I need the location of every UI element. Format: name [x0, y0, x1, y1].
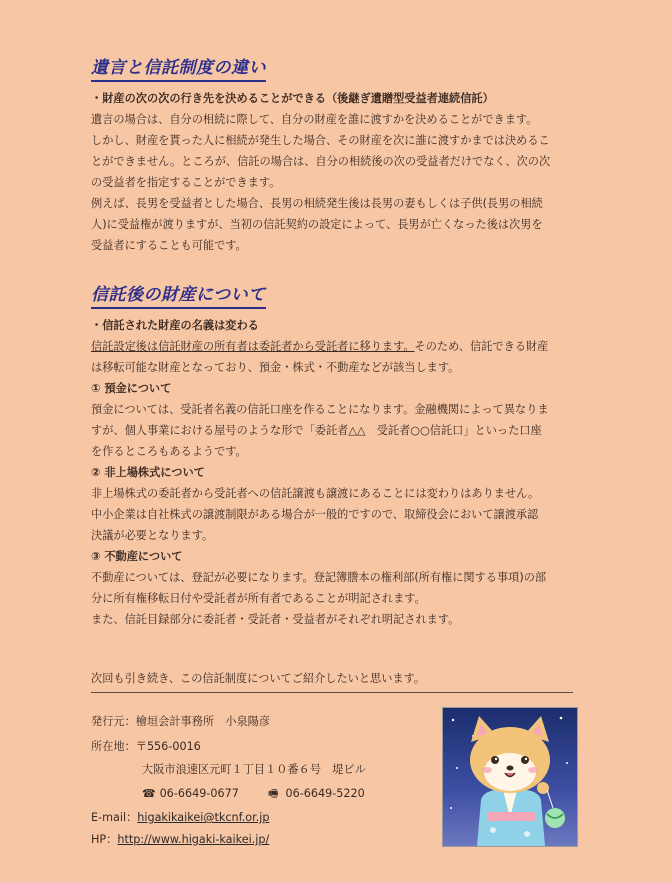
section1-line: の受益者を指定することができます。 [91, 176, 281, 189]
divider [91, 692, 573, 693]
item-title-deposits: ① 預金について [91, 382, 172, 395]
email-link[interactable]: higakikaikei@tkcnf.or.jp [137, 811, 270, 824]
section1-line: 人)に受益権が渡りますが、当初の信託契約の設定によって、長男が亡くなった後は次男を [91, 218, 543, 231]
item-line: 非上場株式の委託者から受託者への信託譲渡も譲渡にあることには変わりはありません。 [91, 487, 540, 500]
address-line: 大阪市浪速区元町１丁目１０番６号 堤ビル [142, 763, 366, 776]
section1-line: とができません。ところが、信託の場合は、自分の相続後の次の受益者だけでなく、次の次 [91, 155, 551, 168]
section2-line [91, 336, 591, 357]
tel-number: 06-6649-0677 [159, 787, 239, 800]
item-line: 預金については、受託者名義の信託口座を作ることになります。金融機関によって異なりま [91, 403, 549, 416]
fax-number: 06-6649-5220 [285, 787, 365, 800]
section1-line: しかし、財産を貰った人に相続が発生した場合、その財産を次に誰に渡すかまでは決めるこ [91, 134, 550, 147]
section1-bullet: ・財産の次の次の行き先を決めることができる（後継ぎ遺贈型受益者連続信託） [91, 92, 494, 105]
item-line: 決議が必要となります。 [91, 529, 214, 542]
item-line: を作るところもあるようです。 [91, 445, 247, 458]
section-heading-post-trust-assets: 信託後の財産について [91, 284, 266, 309]
section2-bullet: ・信託された財産の名義は変わる [91, 319, 259, 332]
address-label: 所在地：〒556-0016 [91, 740, 201, 753]
hp-link[interactable]: http://www.higaki-kaikei.jp/ [117, 833, 270, 846]
section2-line: は移転可能な財産となっており、預金・株式・不動産などが該当します。 [91, 361, 460, 374]
section-heading-will-vs-trust: 遺言と信託制度の違い [91, 57, 266, 82]
phone-icon: ☎ [142, 787, 156, 800]
item-line: すが、個人事業における屋号のような形で「委託者△△ 受託者○○信託口」といった口座 [91, 424, 542, 437]
item-line: また、信託目録部分に委託者・受託者・受益者がそれぞれ明記されます。 [91, 613, 460, 626]
email-label: E-mail： [91, 811, 138, 824]
section1-line: 受益者にすることも可能です。 [91, 239, 247, 252]
underlined-text: 信託設定後は信託財産の所有者は委託者から受託者に移ります。 [91, 340, 415, 353]
publisher: 発行元：檜垣会計事務所 小泉陽彦 [91, 715, 271, 728]
item-title-unlisted-stocks: ② 非上場株式について [91, 466, 205, 479]
item-line: 不動産については、登記が必要になります。登記簿謄本の権利部(所有権に関する事項)の部 [91, 571, 547, 584]
section1-line: 例えば、長男を受益者とした場合、長男の相続発生後は長男の妻もしくは子供(長男の相続 [91, 197, 543, 210]
fax-icon: 🖷 [267, 787, 279, 800]
item-title-real-estate: ③ 不動産について [91, 550, 183, 563]
closing-text: 次回も引き続き、この信託制度についてご紹介したいと思います。 [91, 672, 426, 685]
item-line: 中小企業は自社株式の譲渡制限がある場合が一般的ですので、取締役会において譲渡承認 [91, 508, 539, 521]
shiba-dog-yukata-illustration [442, 707, 578, 847]
hp-label: HP： [91, 833, 118, 846]
section1-line: 遺言の場合は、自分の相続に際して、自分の財産を誰に渡すかを決めることができます。 [91, 113, 538, 126]
item-line: 分に所有権移転日付や受託者が所有者であることが明記されます。 [91, 592, 426, 605]
contact-numbers [142, 782, 365, 806]
section2-line-rest: そのため、信託できる財産 [414, 340, 549, 353]
illustration-svg [443, 708, 577, 846]
